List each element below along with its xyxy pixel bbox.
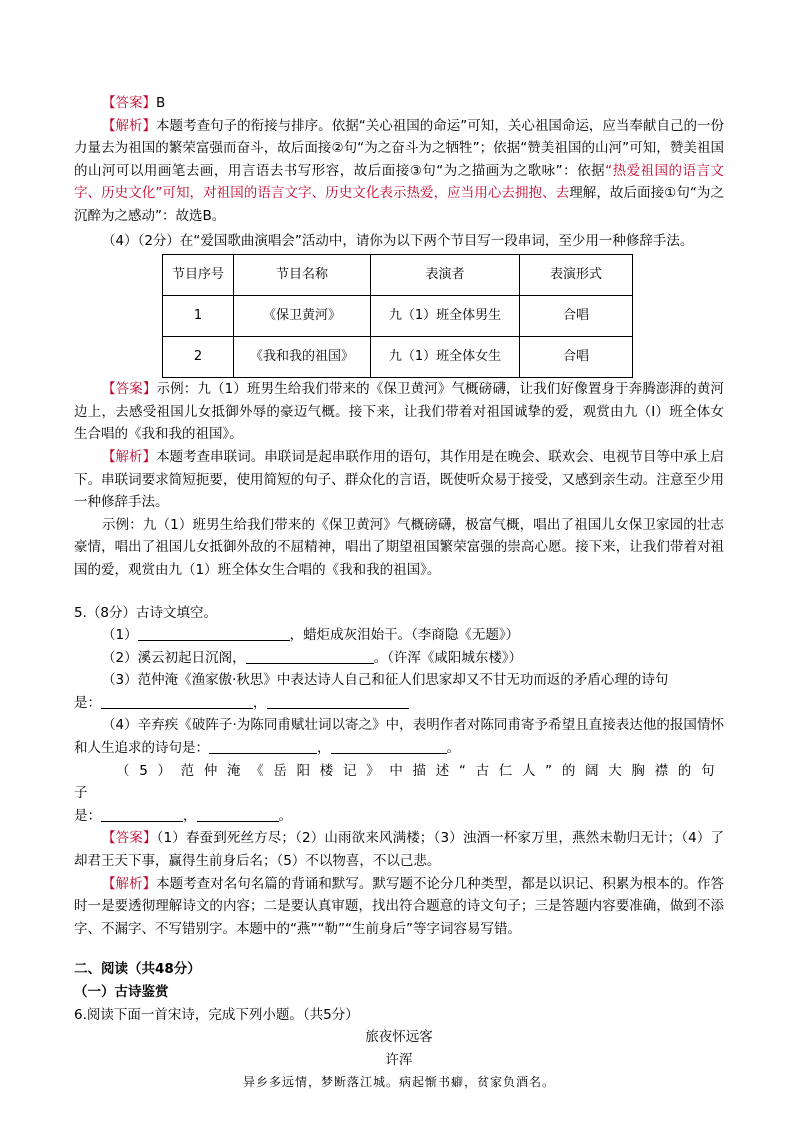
separator: 。 [446, 740, 460, 757]
answer-text: （1）春蚕到死丝方尽；（2）山雨欲来风满楼；（3）浊酒一杯家万里，燕然未勒归无计；（4）了却君王天下事，赢得生前身后名；（5）不以物喜，不以己悲。 [74, 830, 725, 870]
table-cell: 九（1）班全体女生 [371, 337, 520, 378]
fill-line-2 [74, 647, 724, 670]
question-6-prompt: 6.阅读下面一首宋诗，完成下列小题。（共5分） [74, 1006, 359, 1023]
analysis-text: 本题考查对名句名篇的背诵和默写。默写题不论分几种类型，都是以识记、积累为根本的。作答时一是要透彻理解诗文的内容；二是要认真审题，找出符合题意的诗文句子；三是答题内容要准确，做到不添字、不漏字、不写错别字。本题中的“燕”“勒”“生前身后”等字词容易写错。 [74, 875, 725, 937]
line-text: 是： [74, 694, 101, 711]
item-number: （1） [102, 627, 138, 644]
fill-line-5 [74, 760, 724, 805]
analysis-paragraph [74, 115, 724, 228]
answer-blank[interactable] [246, 648, 374, 664]
answer-blank[interactable] [101, 806, 183, 822]
analysis-text: 本题考查句子的衔接与排序。依据“关心祖国的命运”可知，关心祖国命运，应当奉献自己的一份力量去为祖国的繁荣富强而奋斗，故后面接②句“为之奋斗为之牺牲”；依据“赞美祖国的山河”可知，赞美祖国的山河可以用画笔去画，用言语去书写形容，故后面接③句“为之描画为之歌咏”：依据 [74, 117, 724, 179]
table-cell: 《保卫黄河》 [234, 296, 371, 337]
question-4-4-prompt: （4）（2分）在“爱国歌曲演唱会”活动中，请你为以下两个节目写一段串词，至少用一种修辞手法。 [102, 232, 694, 249]
table-cell: 九（1）班全体男生 [371, 296, 520, 337]
fill-line-3 [74, 669, 724, 692]
answer-tag: 【答案】 [102, 95, 156, 111]
answer-tag: 【答案】 [102, 381, 157, 398]
line-text: ，蜡炬成灰泪始干。（李商隐《无题》） [289, 627, 520, 644]
answer-blank[interactable] [197, 806, 279, 822]
table-header-cell: 表演形式 [520, 255, 633, 296]
analysis-paragraph [74, 873, 724, 941]
line-text: 。（许浑《咸阳城东楼》） [373, 649, 523, 666]
table-header-cell: 节目序号 [163, 255, 234, 296]
answer-line [74, 92, 724, 115]
fill-line-3-blanks [74, 692, 724, 715]
analysis-highlight: “热爱祖国的语言文字、历史文化”可知，对祖国的语言文字、历史文化表示热爱，应当用心去拥抱、去 [74, 162, 725, 202]
answer-blank[interactable] [138, 625, 290, 641]
table-cell: 《我和我的祖国》 [234, 337, 371, 378]
answer-value: B [156, 95, 166, 111]
line-text: （2）溪云初起日沉阁， [102, 649, 246, 666]
section-title: 二、阅读（共48分） [74, 961, 201, 978]
separator: ， [317, 740, 331, 757]
question-5-title: 5.（8分）古诗文填空。 [74, 604, 217, 621]
analysis-paragraph [74, 446, 724, 514]
answer-tag: 【答案】 [102, 830, 157, 847]
answer-blank[interactable] [331, 738, 447, 754]
line-text: （4）辛弃疾《破阵子·为陈同甫赋壮词以寄之》中，表明作者对陈同甫寄予希望且直接表达他的报国情怀和人生追求的诗句是： [74, 717, 724, 757]
table-row [163, 337, 633, 378]
analysis-tag: 【解析】 [102, 117, 157, 134]
answer-paragraph [74, 378, 724, 446]
line-text: （3）范仲淹《渔家傲·秋思》中表达诗人自己和征人们思家却又不甘无功而返的矛盾心理的诗句 [102, 672, 669, 689]
fill-line-1 [74, 624, 724, 647]
table-header-cell: 表演者 [371, 255, 520, 296]
analysis-tag: 【解析】 [102, 448, 157, 465]
table-cell: 2 [163, 337, 234, 378]
answer-paragraph [74, 827, 724, 872]
answer-blank[interactable] [101, 693, 253, 709]
table-cell: 合唱 [520, 296, 633, 337]
fill-line-4 [74, 714, 724, 759]
poem-author: 许浑 [385, 1051, 413, 1068]
separator: 。 [278, 807, 292, 824]
answer-blank[interactable] [267, 693, 409, 709]
separator: ， [253, 694, 267, 711]
table-header-cell: 节目名称 [234, 255, 371, 296]
table-row [163, 296, 633, 337]
table-cell: 1 [163, 296, 234, 337]
example-paragraph: 示例：九（1）班男生给我们带来的《保卫黄河》气概磅礴，极富气概，唱出了祖国儿女保卫家园的壮志豪情，唱出了祖国儿女抵御外敌的不屈精神，唱出了期望祖国繁荣富强的崇高心愿。接下来，让我们带着对祖国的爱，观赏由九（1）班全体女生合唱的《我和我的祖国》。 [74, 516, 724, 578]
subsection-title: （一）古诗鉴赏 [74, 984, 169, 1000]
answer-text: 示例：九（1）班男生给我们带来的《保卫黄河》气概磅礴，让我们好像置身于奔腾澎湃的黄河边上，去感受祖国儿女抵御外辱的豪迈气概。接下来，让我们带着对祖国诚挚的爱，观赏由九（I）班全体女生合唱的《我和我的祖国》。 [74, 381, 725, 443]
poem-line: 异乡多远情，梦断落江城。病起惭书癖，贫家负酒名。 [242, 1075, 555, 1090]
line-text: 是： [74, 807, 101, 824]
line-text: （5）范仲淹《岳阳楼记》中描述“古仁人”的阔大胸襟的句子 [74, 762, 724, 802]
table-cell: 合唱 [520, 337, 633, 378]
analysis-tag: 【解析】 [102, 875, 157, 892]
fill-line-5-blanks [74, 805, 724, 828]
program-table [162, 254, 633, 378]
document-page [74, 92, 724, 1094]
analysis-conclusion: 理解，故后面接①句“为之沉醉为之感动”：故选B。 [74, 185, 724, 224]
poem-title: 旅夜怀远客 [365, 1029, 433, 1046]
analysis-text: 本题考查串联词。串联词是起串联作用的语句，其作用是在晚会、联欢会、电视节目等中承上启下。串联词要求简短扼要，使用简短的句子、群众化的言语，既使听众易于接受，又感到亲生动。注意至少用一种修辞手法。 [74, 448, 725, 511]
table-header-row [163, 255, 633, 296]
answer-blank[interactable] [209, 738, 317, 754]
separator: ， [183, 807, 197, 824]
